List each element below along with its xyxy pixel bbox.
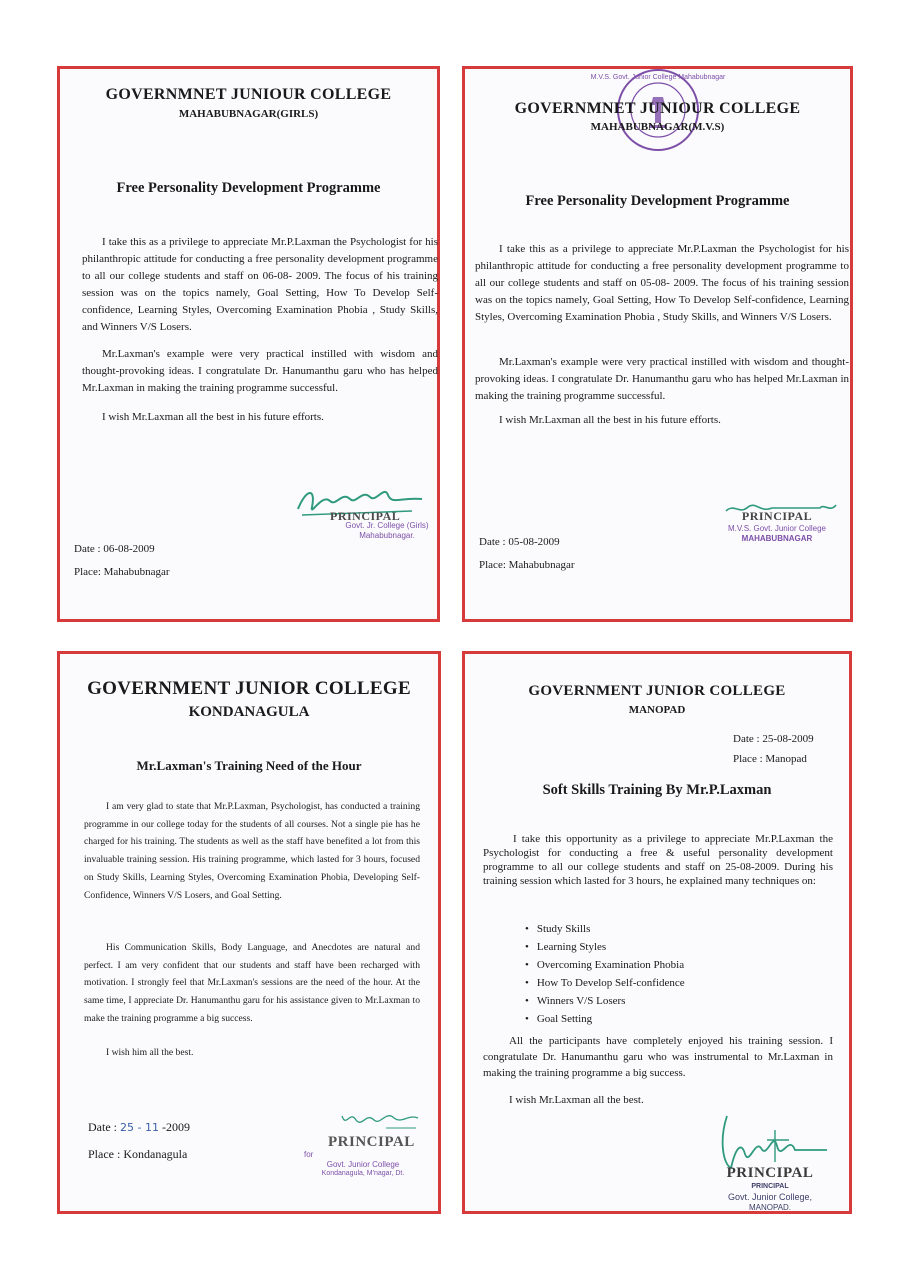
letter-date: Date : 25-08-2009: [733, 733, 814, 745]
college-location: MANOPAD: [628, 704, 686, 716]
list-item: • Learning Styles: [525, 938, 685, 956]
date-year: -2009: [161, 1120, 190, 1134]
principal-label: PRINCIPAL: [328, 1134, 415, 1150]
list-item: • Study Skills: [525, 920, 685, 938]
letter-heading: Mr.Laxman's Training Need of the Hour: [136, 758, 362, 773]
college-location: MAHABUBNAGAR(GIRLS): [178, 108, 319, 120]
stamp-line: Govt. Junior College: [326, 1160, 400, 1169]
letter-date: [88, 1120, 190, 1135]
list-item: • How To Develop Self-confidence: [525, 974, 685, 992]
letter-place: Place : Kondanagula: [88, 1147, 188, 1161]
stamp-line: MAHABUBNAGAR: [741, 534, 813, 543]
signature-mark: [336, 1106, 426, 1136]
college-stamp: [705, 1164, 835, 1213]
stamp-line: Kondanagula, M'nagar, Dt.: [321, 1170, 405, 1177]
letter-heading: Free Personality Development Programme: [116, 180, 381, 196]
college-stamp: [332, 521, 442, 541]
letter-manopad: [462, 651, 852, 1214]
body-paragraph: Mr.Laxman's example were very practical instilled with wisdom and thought-provoking ideas. I congratulate Dr. Hanumanthu garu who has helped Mr.Laxman in making the training programme successful.: [82, 348, 438, 395]
stamp-line: MANOPAD.: [748, 1202, 792, 1212]
body-paragraph: I wish him all the best.: [106, 1047, 194, 1058]
date-label: Date :: [88, 1120, 117, 1134]
body-paragraph: I take this as a privilege to appreciate Mr.P.Laxman the Psychologist for his philanthropic attitude for conducting a free personality development programme to all our college students and staff on 06-08- 2009. The focus of his training session was on the topics namely, Goal Setting, How To Develop Self-confidence, Learning Styles, Overcoming Examination Phobia , Study Skills, and Winners V/S Losers.: [82, 236, 438, 334]
date-handwritten: 25 - 11: [120, 1121, 159, 1134]
stamp-line: for: [304, 1150, 314, 1159]
wish-line: I wish Mr.Laxman all the best.: [509, 1094, 644, 1106]
seal-text: M.V.S. Govt. Junior College Mahabubnagar: [590, 74, 726, 81]
college-location: MAHABUBNAGAR(M.V.S): [590, 121, 725, 133]
stamp-line: Govt. Junior College,: [727, 1191, 813, 1202]
principal-label: PRINCIPAL: [726, 1165, 814, 1181]
list-item: • Goal Setting: [525, 1010, 685, 1028]
body-paragraph: I wish Mr.Laxman all the best in his future efforts.: [499, 414, 721, 426]
stamp-line: PRINCIPAL: [751, 1182, 789, 1190]
college-location: KONDANAGULA: [188, 704, 310, 720]
college-stamp: [707, 509, 847, 544]
stamp-line: Mahabubnagar.: [359, 531, 415, 540]
body-paragraph: I am very glad to state that Mr.P.Laxman, Psychologist, has conducted a training programme in our college today for the students of all courses. Not a single pie has he charged for his training. The students as well as the staff have benefited a lot from this invaluable training session. His training programme, which lasted for 3 hours, focused on Study Skills, Learning Styles, Overcoming Examination Phobia, Developing Self-Confidence, Winners V/S Losers, and Goal Setting.: [84, 801, 420, 901]
closing-paragraph: All the participants have completely enjoyed his training session. I congratulate Dr. Hanumanthu garu who was instrumental to Mr.Laxman in making the training programme a big success.: [483, 1035, 833, 1079]
list-item: • Overcoming Examination Phobia: [525, 956, 685, 974]
college-name: GOVERNMENT JUNIOR COLLEGE: [528, 683, 786, 699]
college-name: GOVERNMNET JUNIOUR COLLEGE: [514, 100, 801, 117]
body-paragraph: I take this as a privilege to appreciate Mr.P.Laxman the Psychologist for his philanthropic attitude for conducting a free personality development programme to all our college students and staff on 05-08- 2009. The focus of his training session was on the topics namely, Goal Setting, How To Develop Self-confidence, Learning Styles, Overcoming Examination Phobia , Study Skills, and Winners V/S Losers.: [475, 243, 849, 324]
college-stamp: [298, 1150, 428, 1179]
letter-mahabubnagar-mvs: [462, 66, 853, 622]
college-name: GOVERNMNET JUNIOUR COLLEGE: [105, 86, 392, 103]
principal-label: PRINCIPAL: [330, 509, 401, 523]
college-name: GOVERNMENT JUNIOR COLLEGE: [87, 678, 411, 699]
letter-place: Place: Mahabubnagar: [74, 566, 170, 578]
body-paragraph: I wish Mr.Laxman all the best in his future efforts.: [102, 411, 324, 423]
letter-date: Date : 05-08-2009: [479, 536, 560, 548]
stamp-line: M.V.S. Govt. Junior College: [728, 524, 826, 533]
letter-heading: Free Personality Development Programme: [525, 193, 790, 209]
letter-heading: Soft Skills Training By Mr.P.Laxman: [542, 782, 772, 798]
stamp-line: Govt. Jr. College (Girls): [345, 521, 429, 530]
body-paragraph: Mr.Laxman's example were very practical instilled with wisdom and thought-provoking ideas. I congratulate Dr. Hanumanthu garu who has helped Mr.Laxman in making the training programme successful.: [475, 356, 849, 403]
intro-paragraph: I take this opportunity as a privilege to appreciate Mr.P.Laxman the Psychologist for conducting a free & useful personality development programme to all our college students and staff on 25-08-2009. During his training session which lasted for 3 hours, he explained many techniques on:: [483, 833, 833, 888]
body-paragraph: His Communication Skills, Body Language, and Anecdotes are natural and perfect. I am very confident that our students and staff have been recharged with motivation. I strongly feel that Mr.Laxman's sessions are the need of the hour. At the same time, I appreciate Dr. Hanumanthu garu for his assistance given to Mr.Laxman to make the training programme a big success.: [84, 942, 420, 1024]
list-item: • Winners V/S Losers: [525, 992, 685, 1010]
letter-kondanagula: [57, 651, 441, 1214]
letter-date: Date : 06-08-2009: [74, 543, 155, 555]
techniques-list: [507, 920, 685, 1028]
letter-mahabubnagar-girls: [57, 66, 440, 622]
letter-place: Place : Manopad: [733, 753, 807, 765]
principal-label: PRINCIPAL: [741, 509, 813, 523]
letter-place: Place: Mahabubnagar: [479, 559, 575, 571]
